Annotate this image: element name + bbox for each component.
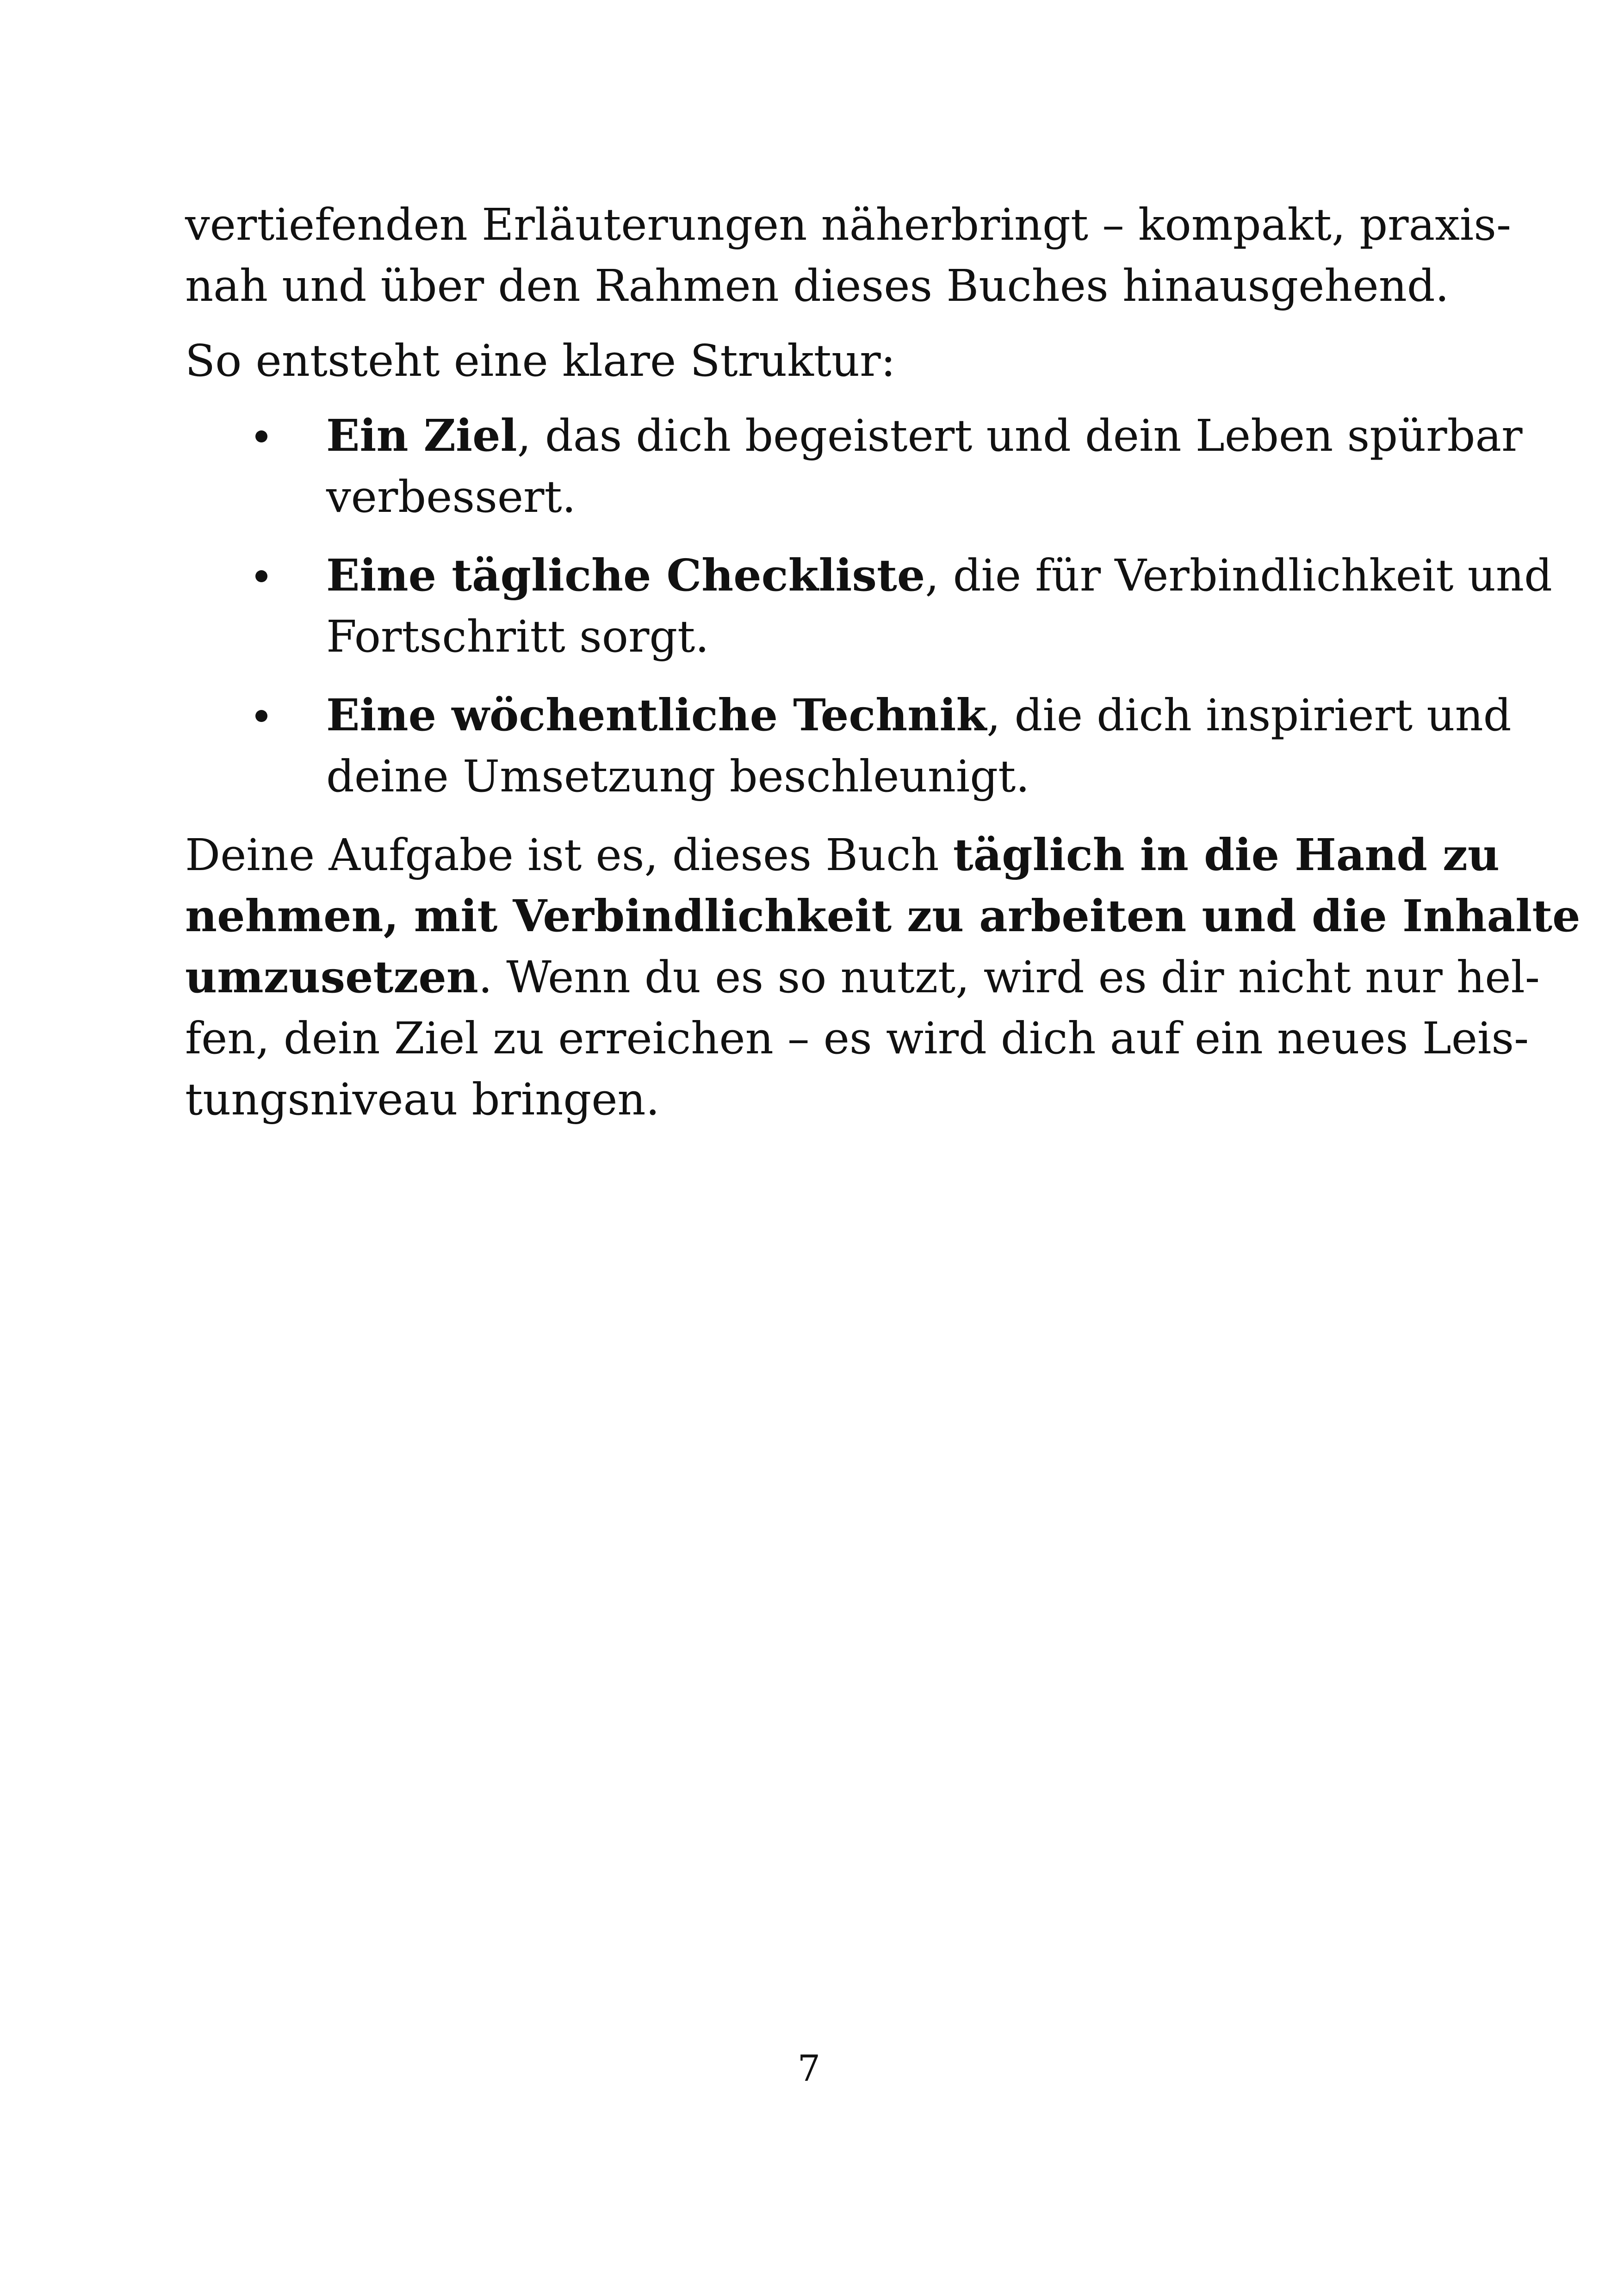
list-item-rest: , die dich inspiriert und	[986, 690, 1512, 741]
bullet-icon	[255, 570, 267, 582]
structure-intro: So entsteht eine klare Struktur:	[185, 336, 896, 386]
task-line-1-normal: Deine Aufgabe ist es, dieses Buch	[185, 830, 953, 881]
intro-paragraph	[185, 194, 1512, 317]
task-line-2: nehmen, mit Verbindlichkeit zu arbeiten und die Inhalte	[185, 890, 1581, 942]
task-line-4: fen, dein Ziel zu erreichen – es wird dich auf ein neues Leis-	[185, 1013, 1529, 1064]
task-line-3-bold: umzusetzen	[185, 952, 478, 1003]
list-item	[185, 405, 1523, 528]
list-item-line-1	[326, 405, 1523, 467]
intro-line-1: vertiefenden Erläuterungen näherbringt – kompakt, praxis-	[185, 199, 1512, 250]
page-number: 7	[797, 2048, 821, 2090]
task-paragraph	[185, 825, 1581, 1130]
page-body	[185, 194, 1581, 1130]
bullet-icon	[255, 430, 267, 442]
list-item	[185, 685, 1512, 807]
task-line-3	[185, 947, 1540, 1008]
bullet-icon	[255, 710, 267, 722]
list-item-bold: Eine wöchentliche Technik	[326, 690, 987, 741]
list-item-line-2: Fortschritt sorgt.	[326, 611, 709, 662]
structure-list	[185, 405, 1552, 807]
list-item-bold: Ein Ziel	[326, 410, 517, 461]
task-line-3-normal: . Wenn du es so nutzt, wird es dir nicht nur hel-	[478, 952, 1540, 1003]
list-item-rest: , die für Verbindlichkeit und	[925, 550, 1552, 601]
list-item-line-2: verbessert.	[326, 472, 576, 523]
list-item-line-1	[326, 545, 1552, 606]
intro-line-2: nah und über den Rahmen dieses Buches hinausgehend.	[185, 261, 1449, 311]
task-line-1	[185, 825, 1500, 886]
list-item	[185, 545, 1552, 667]
task-line-5: tungsniveau bringen.	[185, 1074, 660, 1125]
list-item-bold: Eine tägliche Checkliste	[326, 550, 925, 601]
list-item-line-2: deine Umsetzung beschleunigt.	[326, 751, 1030, 802]
list-item-line-1	[326, 685, 1512, 746]
list-item-rest: , das dich begeistert und dein Leben spürbar	[517, 411, 1523, 461]
task-line-1-bold: täglich in die Hand zu	[953, 829, 1500, 881]
